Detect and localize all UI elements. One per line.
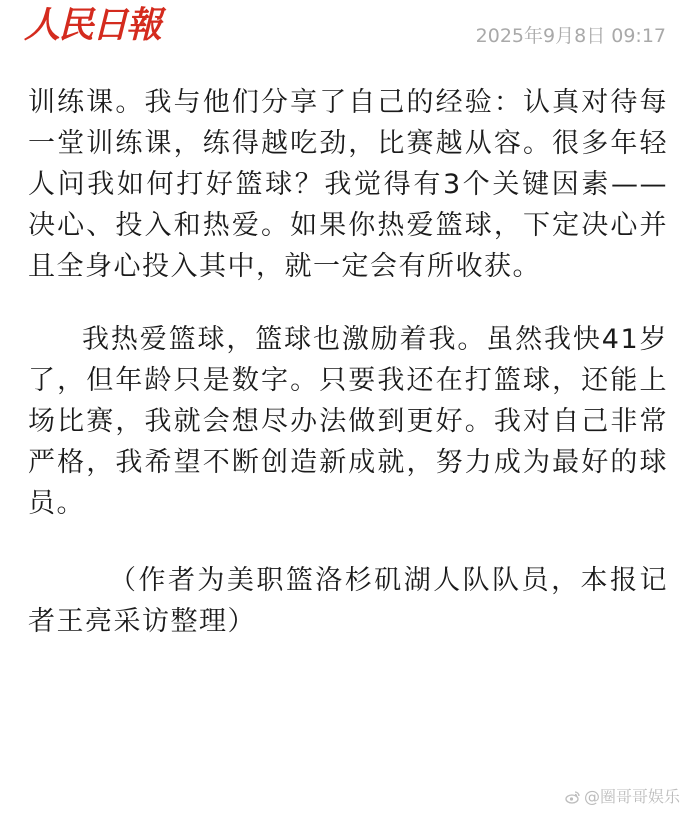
newspaper-logo: 人民日報 — [24, 4, 161, 46]
paragraph-1: 训练课。我与他们分享了自己的经验：认真对待每一堂训练课，练得越吃劲，比赛越从容。很多年轻人问我如何打好篮球？我觉得有3个关键因素——决心、投入和热爱。如果你热爱篮球，下定决心并且全身心投入其中，就一定会有所收获。 — [28, 87, 668, 282]
weibo-watermark — [565, 787, 680, 807]
author-note: （作者为美职篮洛杉矶湖人队队员，本报记者王亮采访整理） — [28, 565, 668, 637]
publish-date: 2025年9月8日 09:17 — [475, 25, 666, 47]
article-body — [28, 82, 668, 642]
page-header — [0, 0, 690, 62]
paragraph-2: 我热爱篮球，篮球也激励着我。虽然我快41岁了，但年龄只是数字。只要我还在打篮球，还能上场比赛，我就会想尽办法做到更好。我对自己非常严格，我希望不断创造新成就，努力成为最好的球员。 — [28, 324, 668, 519]
weibo-icon — [565, 789, 581, 803]
watermark-text: @圈哥哥娱乐 — [583, 787, 680, 806]
